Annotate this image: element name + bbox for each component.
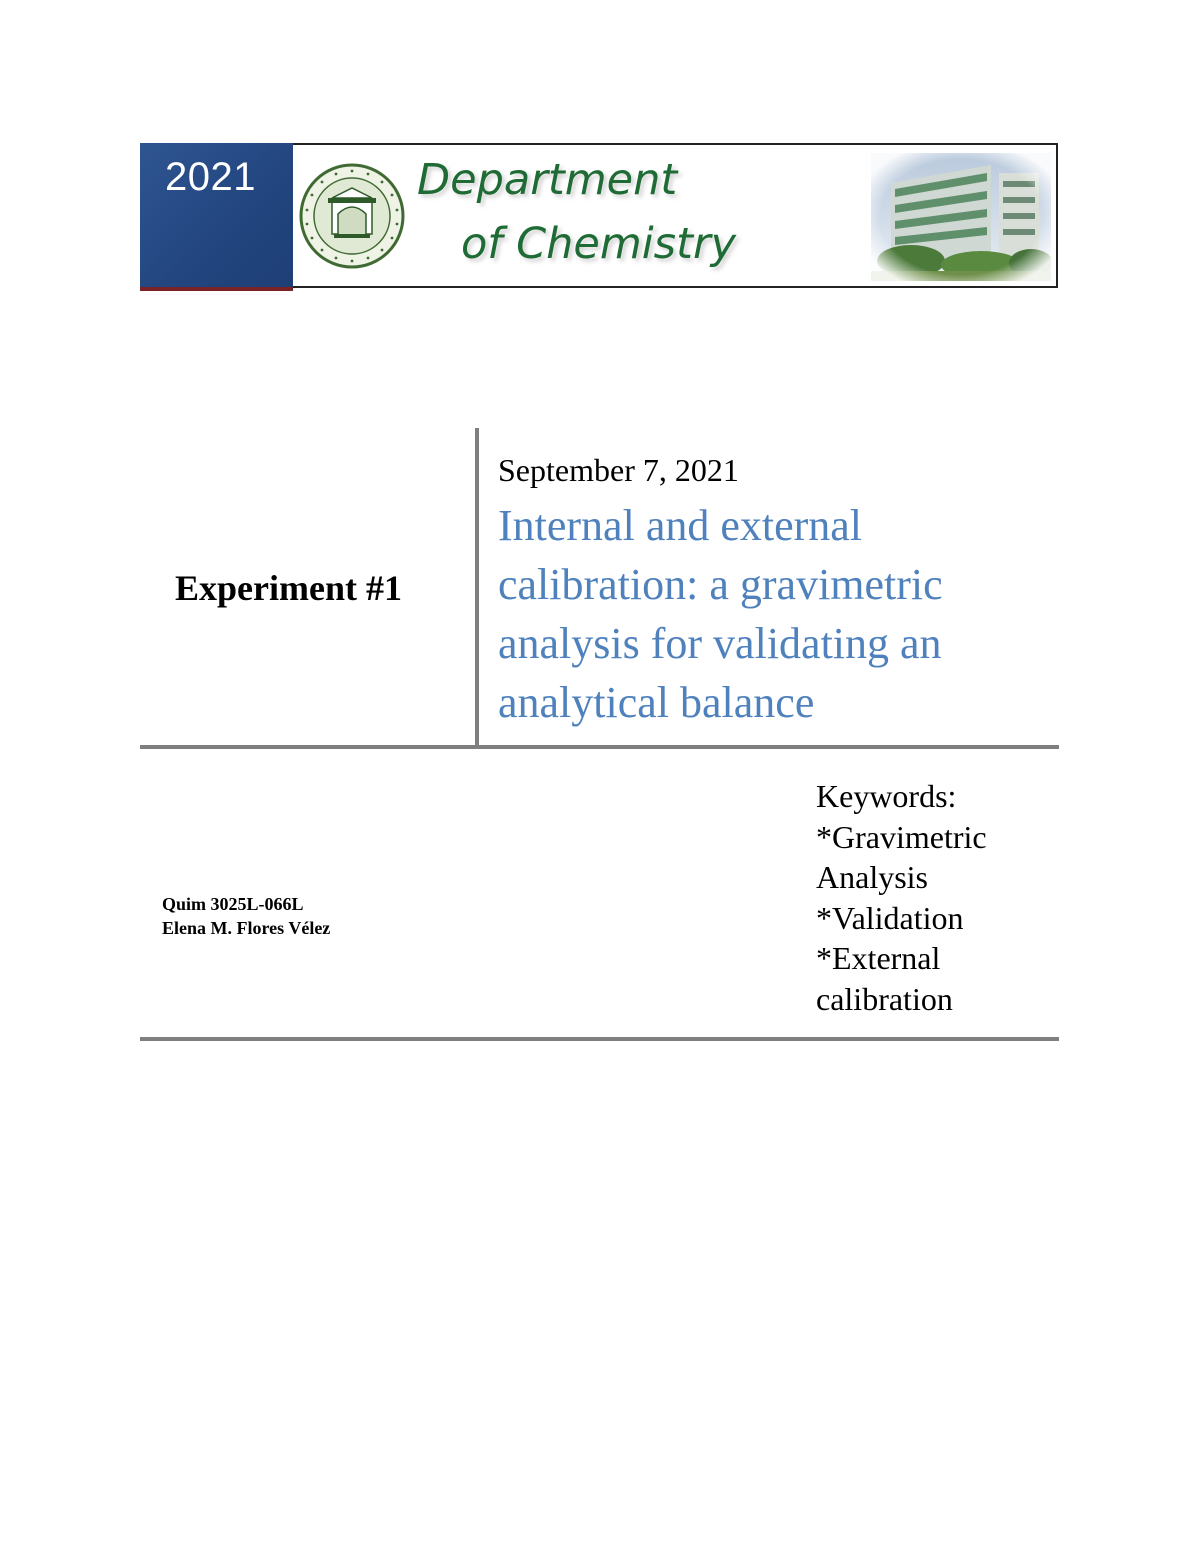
year-label: 2021: [165, 155, 256, 199]
report-title-line: analysis for validating an: [498, 619, 942, 668]
course-code: Quim 3025L-066L: [162, 894, 304, 914]
department-banner: [293, 143, 1058, 288]
report-title-line: analytical balance: [498, 678, 815, 727]
keyword-line: Analysis: [816, 859, 928, 895]
author-name: Elena M. Flores Vélez: [162, 918, 331, 938]
report-date: September 7, 2021: [498, 452, 739, 488]
building-photo: [871, 153, 1051, 281]
year-box: [140, 143, 293, 291]
department-title-line2: of Chemistry: [461, 219, 737, 269]
keyword-line: *External: [816, 940, 941, 976]
horizontal-divider-bottom: [140, 1037, 1059, 1041]
university-seal-logo: [298, 162, 406, 270]
report-title-line: Internal and external: [498, 501, 863, 550]
report-title: [498, 496, 943, 732]
keyword-line: *Validation: [816, 899, 964, 936]
keywords-list: [816, 776, 987, 1019]
experiment-number: Experiment #1: [175, 568, 402, 608]
author-info: [162, 892, 330, 940]
keyword-line: *Gravimetric: [816, 818, 987, 855]
department-title-line1: Department: [417, 155, 678, 205]
header-banner: [140, 143, 1058, 288]
keywords-heading: Keywords:: [816, 778, 957, 814]
vertical-divider: [475, 428, 479, 746]
horizontal-divider-top: [140, 745, 1059, 749]
report-title-line: calibration: a gravimetric: [498, 560, 943, 609]
keyword-line: calibration: [816, 980, 953, 1017]
